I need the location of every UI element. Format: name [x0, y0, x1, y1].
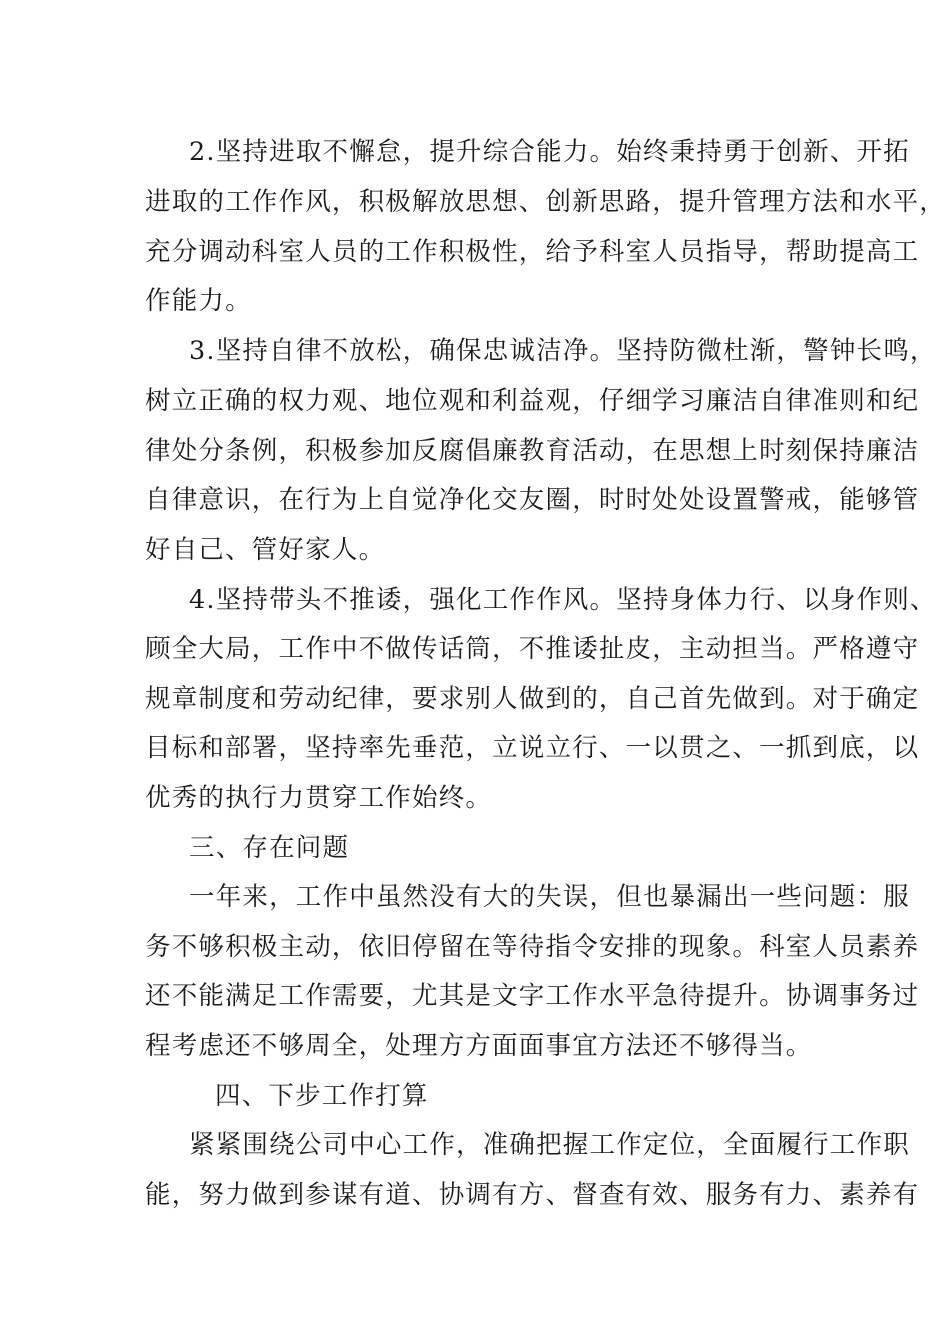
text-line: 顾全大局，工作中不做传话筒，不推诿扯皮，主动担当。严格遵守	[145, 634, 920, 664]
text-line: 紧紧围绕公司中心工作，准确把握工作定位，全面履行工作职	[189, 1130, 910, 1160]
text-line: 4.坚持带头不推诿，强化工作作风。坚持身体力行、以身作则、	[189, 585, 937, 615]
text-line: 作能力。	[145, 286, 252, 316]
section-heading: 三、存在问题	[189, 833, 350, 863]
section-heading: 四、下步工作打算	[215, 1081, 429, 1111]
text-line: 还不能满足工作需要，尤其是文字工作水平急待提升。协调事务过	[145, 981, 920, 1011]
text-line: 目标和部署，坚持率先垂范，立说立行、一以贯之、一抓到底，以	[145, 733, 920, 763]
text-line: 树立正确的权力观、地位观和利益观，仔细学习廉洁自律准则和纪	[145, 386, 920, 416]
text-line: 一年来，工作中虽然没有大的失误，但也暴漏出一些问题：服	[189, 882, 910, 912]
text-line: 自律意识，在行为上自觉净化交友圈，时时处处设置警戒，能够管	[145, 485, 920, 515]
text-line: 律处分条例，积极参加反腐倡廉教育活动，在思想上时刻保持廉洁	[145, 436, 920, 466]
text-line: 能，努力做到参谋有道、协调有方、督查有效、服务有力、素养有	[145, 1180, 920, 1210]
text-line: 优秀的执行力贯穿工作始终。	[145, 783, 493, 813]
text-line: 3.坚持自律不放松，确保忠诚洁净。坚持防微杜渐，警钟长鸣，	[189, 336, 937, 366]
text-line: 进取的工作作风，积极解放思想、创新思路，提升管理方法和水平，	[145, 187, 947, 217]
text-line: 充分调动科室人员的工作积极性，给予科室人员指导，帮助提高工	[145, 237, 920, 267]
text-line: 2.坚持进取不懈怠，提升综合能力。始终秉持勇于创新、开拓	[189, 137, 910, 167]
text-line: 规章制度和劳动纪律，要求别人做到的，自己首先做到。对于确定	[145, 684, 920, 714]
text-line: 务不够积极主动，依旧停留在等待指令安排的现象。科室人员素养	[145, 932, 920, 962]
text-line: 好自己、管好家人。	[145, 535, 386, 565]
text-line: 程考虑还不够周全，处理方方面面事宜方法还不够得当。	[145, 1031, 813, 1061]
